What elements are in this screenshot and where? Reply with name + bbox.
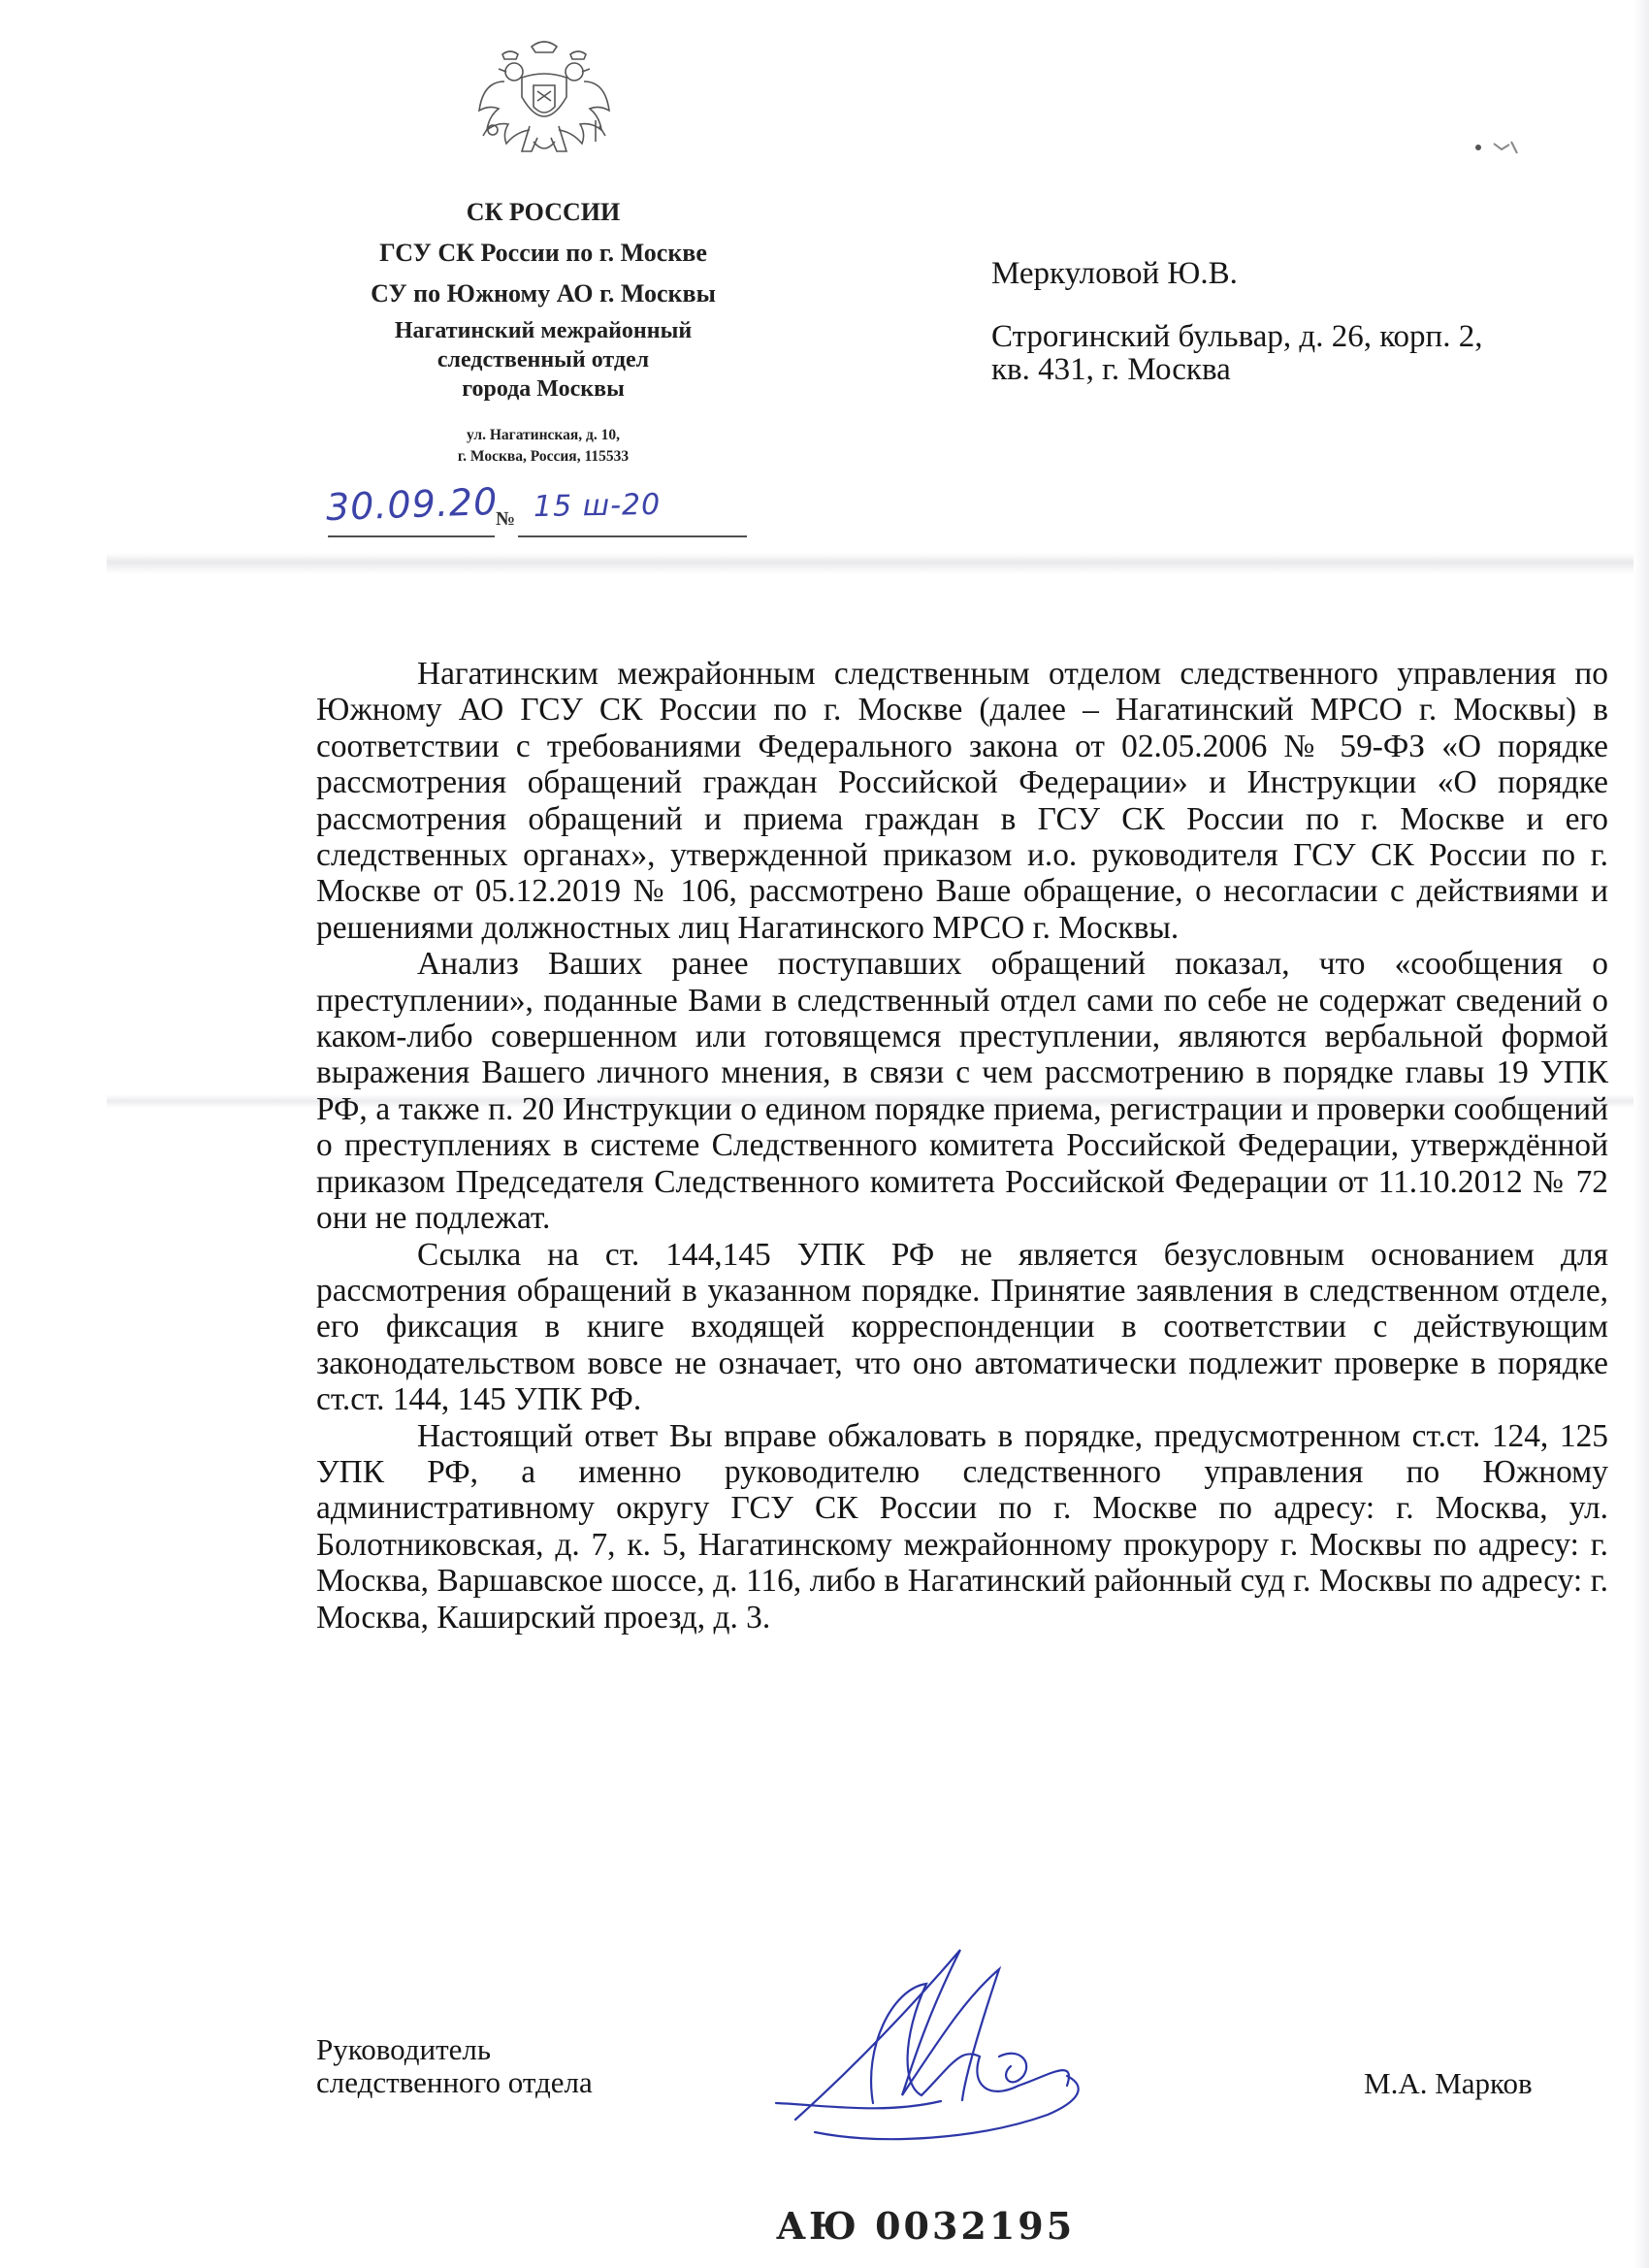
coat-of-arms-icon — [475, 37, 613, 171]
sender-dept — [310, 316, 776, 404]
sender-org: СК РОССИИ — [466, 198, 621, 226]
body-paragraph: Нагатинским межрайонным следственным отделом следственного управления по Южному АО ГСУ СК России по г. Москве (далее – Нагатинский МРСО г. Москвы) в соответствии с требованиями Федерального закона от 02.05.2006 № 59-ФЗ «О порядке рассмотрения обращений граждан Российской Федерации» и Инструкции «О порядке рассмотрения обращений и приема граждан в ГСУ СК России по г. Москве и его следственных органах», утвержденной приказом и.о. руководителя ГСУ СК России по г. Москве от 05.12.2019 № 106, рассмотрено Ваше обращение, о несогласии с действиями и решениями должностных лиц Нагатинского МРСО г. Москвы. — [316, 656, 1608, 946]
paper-edge — [1633, 0, 1649, 2268]
body-paragraph: Ссылка на ст. 144,145 УПК РФ не является безусловным основанием для рассмотрения обращений в указанном порядке. Принятие заявления в следственном отделе, его фиксация в книге входящей корреспонденции в соответствии с действующим законодательством вовсе не означает, что оно автоматически подлежит проверке в порядке ст.ст. 144, 145 УПК РФ. — [316, 1236, 1608, 1418]
handwritten-signature — [757, 1930, 1096, 2154]
address-line: ул. Нагатинская, д. 10, — [467, 427, 620, 443]
body-paragraph: Анализ Ваших ранее поступавших обращений показал, что «сообщения о преступлении», поданные Вами в следственный отдел сами по себе не содержат сведений о каком-либо совершенном или готовящемся преступлении, являются вербальной формой выражения Вашего личного мнения, в связи с чем рассмотрению в порядке главы 19 УПК РФ, а также п. 20 Инструкции о едином порядке приема, регистрации и проверки сообщений о преступлениях в системе Следственного комитета Российской Федерации, утверждённой приказом Председателя Следственного комитета Российской Федерации от 11.10.2012 № 72 они не подлежат. — [316, 946, 1608, 1237]
dept-line: Нагатинский межрайонный — [394, 318, 693, 343]
sender-line: ГСУ СК России по г. Москве — [379, 239, 707, 267]
body-paragraph: Настоящий ответ Вы вправе обжаловать в порядке, предусмотренном ст.ст. 124, 125 УПК РФ, а именно руководителю следственного управления по Южному административному округу ГСУ СК России по г. Москве по адресу: г. Москва, ул. Болотниковская, д. 7, к. 5, Нагатинскому межрайонному прокурору г. Москвы по адресу: г. Москва, Варшавское шоссе, д. 116, либо в Нагатинский районный суд г. Москвы по адресу: г. Москва, Каширский проезд, д. 3. — [316, 1417, 1608, 1636]
paper-fold — [107, 553, 1649, 574]
recipient-name: Меркуловой Ю.В. — [991, 256, 1238, 291]
signer-title-line: следственного отдела — [316, 2065, 593, 2099]
form-serial-number: АЮ 0032195 — [776, 2204, 1076, 2248]
sender-line: СУ по Южному АО г. Москвы — [371, 279, 716, 308]
recipient-address-line: кв. 431, г. Москва — [991, 352, 1231, 387]
signer-name: М.А. Марков — [1364, 2066, 1533, 2100]
signer-title-line: Руководитель — [316, 2032, 492, 2066]
recipient-address — [991, 320, 1622, 386]
letter-body — [316, 656, 1608, 1636]
address-line: г. Москва, Россия, 115533 — [457, 448, 630, 465]
signer-title — [316, 2033, 593, 2099]
dept-line: следственный отдел — [436, 347, 650, 373]
registration-date: 30.09.20 — [325, 479, 499, 530]
sender-block — [310, 192, 776, 468]
dept-line: города Москвы — [462, 376, 625, 402]
registration-number-label: № — [496, 508, 516, 530]
sender-address — [310, 425, 776, 468]
scan-speck — [1472, 136, 1531, 159]
recipient-block — [991, 254, 1622, 386]
registration-number: 15 ш-20 — [533, 487, 662, 525]
recipient-address-line: Строгинский бульвар, д. 26, корп. 2, — [991, 319, 1483, 354]
